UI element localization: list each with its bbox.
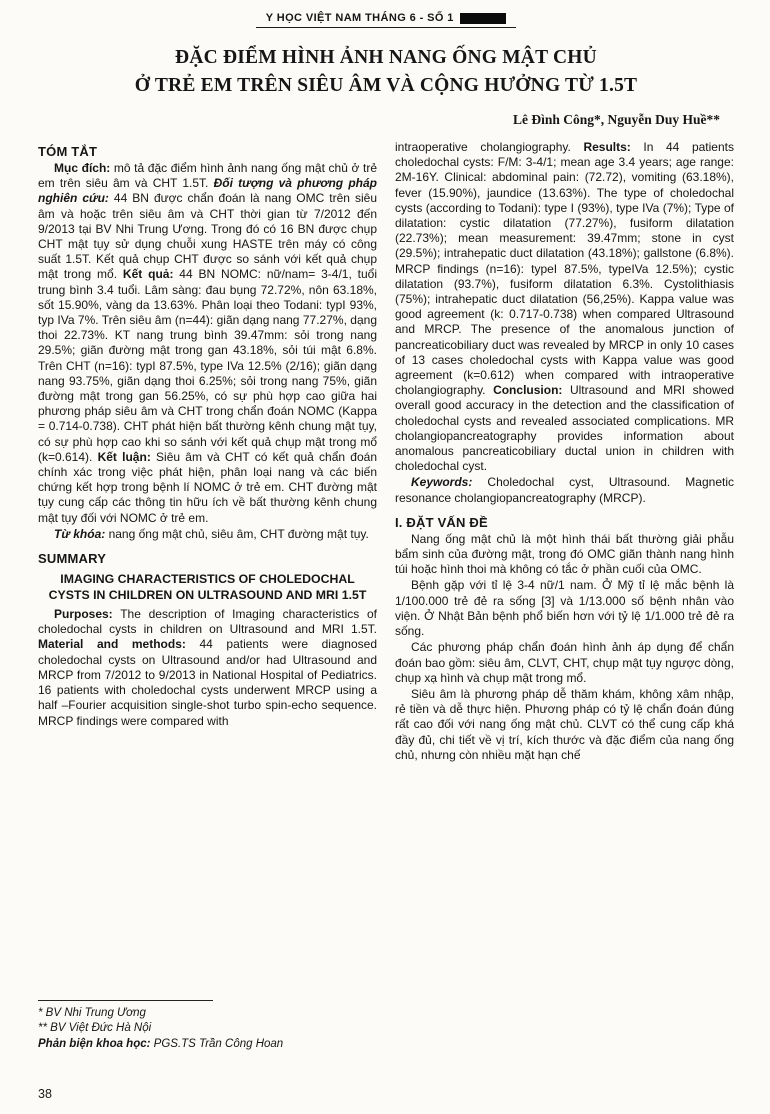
journal-header-rule bbox=[256, 10, 517, 28]
authors-line: Lê Đình Công*, Nguyễn Duy Huề** bbox=[512, 112, 720, 127]
journal-header bbox=[38, 8, 734, 28]
article-title-line-1: ĐẶC ĐIỂM HÌNH ẢNH NANG ỐNG MẬT CHỦ bbox=[175, 47, 597, 68]
summary-title: IMAGING CHARACTERISTICS OF CHOLEDOCHAL CYSTS IN CHILDREN ON ULTRASOUND AND MRI 1.5T bbox=[48, 572, 367, 603]
summary-paragraph: Purposes: The description of Imaging characteristics of choledochal cysts in children on Ultrasound and MRI 1.5T. Material and methods: 44 patients were diagnosed choledochal cysts on Ultrasound and/or had Ultrasound and MRCP from 7/2012 to 9/2013 in National Hospital of Pediatrics. 16 patients with choledochal cysts underwent MRCP using a half –Fourier acquisition single-shot turbo spin-echo sequence. MRCP findings were compared with bbox=[38, 607, 378, 728]
article-title-line-2: Ở TRẺ EM TRÊN SIÊU ÂM VÀ CỘNG HƯỞNG TỪ 1.5T bbox=[134, 75, 638, 96]
intro-paragraph-2: Bệnh gặp với tỉ lệ 3-4 nữ/1 nam. Ở Mỹ tỉ lệ mắc bệnh là 1/100.000 trẻ đẻ ra sống [3] và 1/13.000 số bệnh nhân vào viện. Ở Nhật Bản bệnh phổ biến hơn với tỷ lệ 1/1.000 trẻ đẻ ra sống. bbox=[395, 578, 734, 639]
footnote-line-2: ** BV Việt Đức Hà Nội bbox=[38, 1022, 152, 1034]
article-title bbox=[38, 44, 734, 100]
tom-tat-heading: TÓM TẮT bbox=[38, 144, 98, 159]
keywords-en-line: Keywords: Choledochal cyst, Ultrasound. Magnetic resonance cholangiopancreatography (MRCP). bbox=[395, 475, 734, 505]
intro-paragraph-4: Siêu âm là phương pháp dễ thăm khám, không xâm nhập, rẻ tiền và dễ thực hiện. Phương pháp có tỷ lệ chẩn đoán đúng rất cao đối với nang ống mật chủ. CLVT có thể cung cấp khá đầy đủ, chi tiết về vị trí, kích thước và đặc điểm của nang ống chủ, nhưng còn nhiều mặt hạn chế bbox=[395, 686, 734, 762]
two-column-body bbox=[38, 140, 734, 1056]
journal-title: Y HỌC VIỆT NAM THÁNG 6 - SỐ 1 bbox=[265, 12, 454, 24]
footnote-line-3: Phản biện khoa học: PGS.TS Trần Công Hoan bbox=[38, 1037, 284, 1050]
results-paragraph: intraoperative cholangiography. Results: In 44 patients choledochal cysts: F/M: 3-4/1; mean age 3.4 years; age range: 2M-16Y. Clinical: abdominal pain: (72.72), vomiting (63.18%), fever (15.90%), jaundice (13.63%). The type of choledochal cysts (according to Todani): type I (93%), type IVa (7%); Type of dilatation: cystic dilatation (77.27%), fusiform dilatation (22.73%); mean measurement: 39.47mm; stone in cyst (29.5%); intrahepatic duct dilatation (43.18%); gallstone (6.8%). MRCP findings (n=16): typeI 87.5%, typeIVa 12.5%); cystic dilatation (93.7%), fusiform dilatation 6.3%. Cystolithiasis (75%); intrahepatic duct dilatation (56,25%). Kappa value was good agreement (k: 0.717-0.738) when compared Ultrasound and MRCP. The presence of the anomalous junction of pancreaticobiliary duct was revealed by MRCP in only 10 cases of 13 cases choledochal cysts with Kappa value was good agreement (k=0.612) when compared with intraoperative cholangiography. Conclusion: Ultrasound and MRI showed overall good accuracy in the detection and the classification of choledochal cysts and revealed associated complications. MR cholangiopancreatography provides information about anomalous pancreaticobiliary ductal union in children with choledochal cyst. bbox=[395, 140, 734, 474]
footnote-line-1: * BV Nhi Trung Ương bbox=[38, 1006, 146, 1019]
intro-paragraph-1: Nang ống mật chủ là một hình thái bất thường giải phẫu bẩm sinh của đường mật, trong đó OMC giãn thành nang hình túi hoặc hình thoi mà không có tắc ở phần cuối của OMC. bbox=[395, 531, 734, 577]
abstract-paragraph: Mục đích: mô tả đặc điểm hình ảnh nang ống mật chủ ở trẻ em trên siêu âm và CHT 1.5T. Đối tượng và phương pháp nghiên cứu: 44 BN được chẩn đoán là nang OMC trên siêu âm và hoặc trên siêu âm và CHT thời gian từ 7/2012 đến 9/2013 tại BV Nhi Trung Ương. Trong đó có 16 BN được chụp CHT mật tụy sử dụng chuỗi xung HASTE trên máy có công suất 1.5T. Kết quả chụp CHT được so sánh với kết quả chụp mật trong mổ. Kết quả: 44 BN NOMC: nữ/nam= 3-4/1, tuổi trung bình 3.4 tuổi. Lâm sàng: đau bụng 72.72%, nôn 63.18%, sốt 15.90%, vàng da 13.63%. Phân loại theo Todani: typI 93%, typ IVa 7%. Trên siêu âm (n=44): giãn dạng nang 77.27%, dạng thoi 22.73%. KT nang trung bình 39.47mm: sỏi trong nang 29.5%; giãn đường mật trong gan 43.18%, sỏi túi mật 6.8%. Trên CHT (n=16): typI 87.5%, type IVa 12.5% (2/16); giãn dạng nang 93.75%, giãn dạng thoi 6.25%; sỏi trong nang 75%, giãn đường mật trong gan 56.25%, có sự phù hợp cao giữa hai phương pháp siêu âm và CHT trong chẩn đoán NOMC (Kappa = 0.714-0.738). CHT phát hiện bất thường kênh chung mật tụy, có sự phù hợp cao khi so sánh với kết quả chụp mật trong mổ (k=0.614). Kết luận: Siêu âm và CHT có kết quả chẩn đoán chính xác trong việc phát hiện, phân loại nang và các biến chứng kết hợp trong bệnh lí NOMC ở trẻ em. CHT đường mật tụy cung cấp các thông tin hữu ích về bất thường kênh chung mật tụy đối với NOMC ở trẻ em. bbox=[38, 161, 377, 525]
keywords-vi-line: Từ khóa: nang ống mật chủ, siêu âm, CHT đường mật tụy. bbox=[54, 526, 369, 541]
footnote-block bbox=[38, 1000, 377, 1057]
intro-paragraph-3: Các phương pháp chẩn đoán hình ảnh áp dụng để chẩn đoán bao gồm: siêu âm, CLVT, CHT, chụp mật tụy ngược dòng, chụp xạ hình và chụp mật trong mổ. bbox=[395, 640, 734, 685]
page-number: 38 bbox=[38, 1087, 52, 1101]
left-column bbox=[38, 140, 377, 1056]
summary-heading: SUMMARY bbox=[38, 551, 107, 567]
section-1-heading: I. ĐẶT VẤN ĐỀ bbox=[395, 514, 488, 530]
redacted-issue-number-box bbox=[460, 13, 506, 24]
right-column bbox=[395, 140, 734, 1056]
footnote-divider bbox=[38, 1000, 213, 1001]
